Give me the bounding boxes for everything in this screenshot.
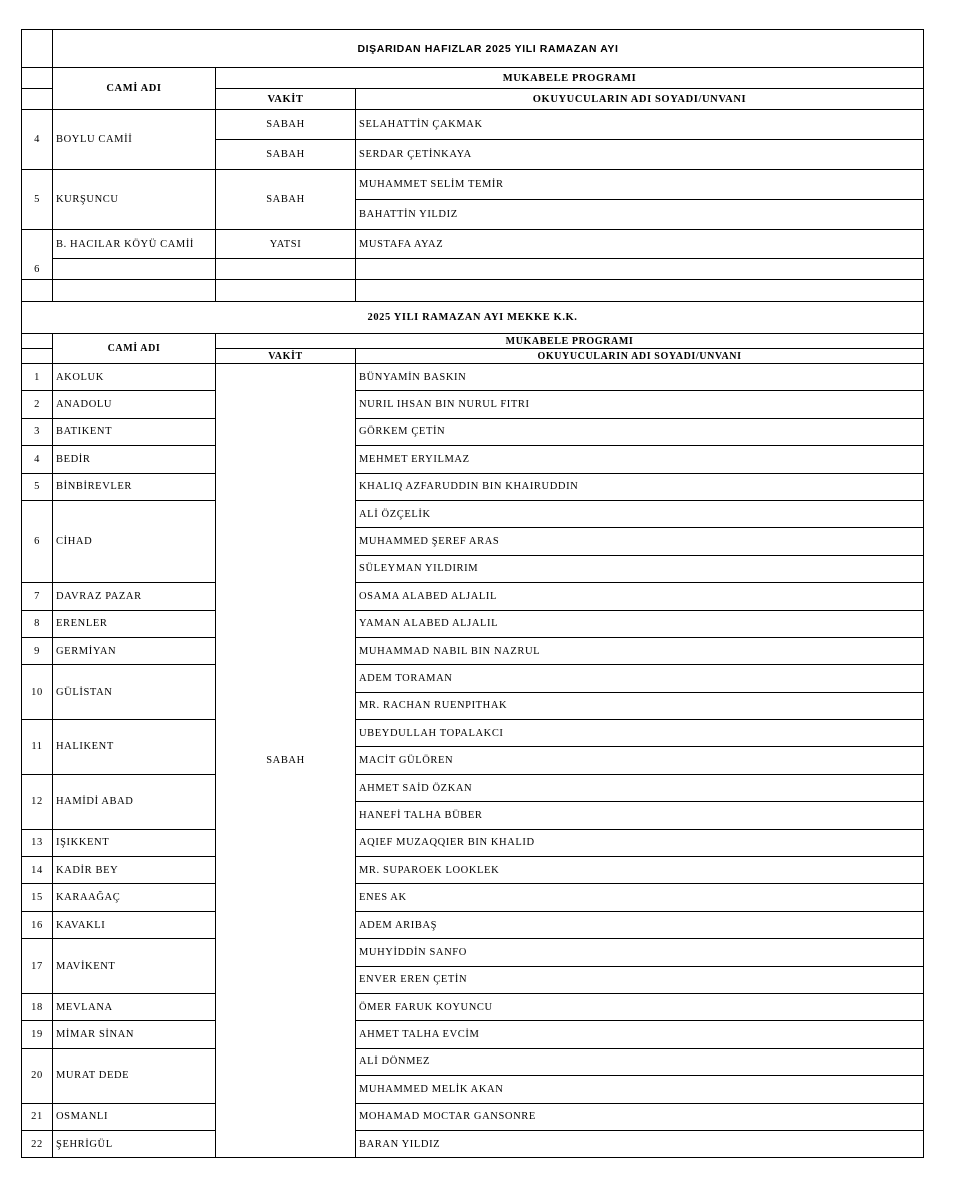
table-row xyxy=(22,473,924,500)
table-row xyxy=(22,857,924,884)
section2-readers-header: OKUYUCULARIN ADI SOYADI/UNVANI xyxy=(356,349,924,364)
row-number: 3 xyxy=(22,418,53,445)
reader-name: GÖRKEM ÇETİN xyxy=(356,418,924,445)
section1-mosque-header: CAMİ ADI xyxy=(53,68,216,110)
table-row xyxy=(22,610,924,637)
reader-name: BARAN YILDIZ xyxy=(356,1130,924,1157)
section2-program-header: MUKABELE PROGRAMI xyxy=(216,334,924,349)
reader-name: ALİ ÖZÇELİK xyxy=(356,500,924,527)
row-number: 17 xyxy=(22,939,53,994)
section1-readers-header: OKUYUCULARIN ADI SOYADI/UNVANI xyxy=(356,89,924,110)
table-row xyxy=(22,418,924,445)
table-row xyxy=(22,829,924,856)
row-number: 5 xyxy=(22,170,53,230)
reader-name: MUHAMMED ŞEREF ARAS xyxy=(356,528,924,555)
mosque-name: ANADOLU xyxy=(53,391,216,418)
mosque-name: B. HACILAR KÖYÜ CAMİİ xyxy=(53,230,216,259)
section2-title: 2025 YILI RAMAZAN AYI MEKKE K.K. xyxy=(22,302,924,334)
reader-name: NURIL IHSAN BIN NURUL FITRI xyxy=(356,391,924,418)
mosque-name: IŞIKKENT xyxy=(53,829,216,856)
prayer-time: SABAH xyxy=(216,140,356,170)
reader-name: SELAHATTİN ÇAKMAK xyxy=(356,110,924,140)
table-row xyxy=(22,170,924,200)
table-row xyxy=(22,911,924,938)
reader-name: BAHATTİN YILDIZ xyxy=(356,200,924,230)
section2-time-header: VAKİT xyxy=(216,349,356,364)
reader-name: ADEM ARIBAŞ xyxy=(356,911,924,938)
reader-name: SÜLEYMAN YILDIRIM xyxy=(356,555,924,582)
table-row xyxy=(22,774,924,801)
row-number: 7 xyxy=(22,583,53,610)
mosque-name: MİMAR SİNAN xyxy=(53,1021,216,1048)
reader-name: AQIEF MUZAQQIER BIN KHALID xyxy=(356,829,924,856)
mosque-name: GERMİYAN xyxy=(53,637,216,664)
reader-name: ALİ DÖNMEZ xyxy=(356,1048,924,1075)
table-row xyxy=(22,259,924,280)
row-number: 20 xyxy=(22,1048,53,1103)
row-number: 4 xyxy=(22,446,53,473)
mosque-name: ŞEHRİGÜL xyxy=(53,1130,216,1157)
prayer-time: SABAH xyxy=(216,110,356,140)
mosque-name: BOYLU CAMİİ xyxy=(53,110,216,170)
reader-name: ENVER EREN ÇETİN xyxy=(356,966,924,993)
table-row xyxy=(22,1048,924,1075)
row-number: 5 xyxy=(22,473,53,500)
section1-title-row xyxy=(22,30,924,68)
reader-name: AHMET TALHA EVCİM xyxy=(356,1021,924,1048)
reader-name: ÖMER FARUK KOYUNCU xyxy=(356,993,924,1020)
table-row xyxy=(22,280,924,302)
section1-program-header: MUKABELE PROGRAMI xyxy=(216,68,924,89)
mosque-name: CİHAD xyxy=(53,500,216,582)
reader-name: MR. SUPAROEK LOOKLEK xyxy=(356,857,924,884)
row-number: 15 xyxy=(22,884,53,911)
reader-name: MUHAMMAD NABIL BIN NAZRUL xyxy=(356,637,924,664)
table-row xyxy=(22,500,924,527)
prayer-time: YATSI xyxy=(216,230,356,259)
reader-name: MUSTAFA AYAZ xyxy=(356,230,924,259)
section1-time-header: VAKİT xyxy=(216,89,356,110)
reader-name: HANEFİ TALHA BÜBER xyxy=(356,802,924,829)
reader-name: MEHMET ERYILMAZ xyxy=(356,446,924,473)
table-row xyxy=(22,110,924,140)
mosque-name: BİNBİREVLER xyxy=(53,473,216,500)
table-row xyxy=(22,1103,924,1130)
row-number: 22 xyxy=(22,1130,53,1157)
mosque-name: KAVAKLI xyxy=(53,911,216,938)
section2-mosque-header: CAMİ ADI xyxy=(53,334,216,364)
table-row xyxy=(22,665,924,692)
row-number: 16 xyxy=(22,911,53,938)
mosque-name: OSMANLI xyxy=(53,1103,216,1130)
mosque-name: MEVLANA xyxy=(53,993,216,1020)
reader-name: ENES AK xyxy=(356,884,924,911)
table-row xyxy=(22,637,924,664)
table-row xyxy=(22,884,924,911)
table-row xyxy=(22,391,924,418)
reader-name: MUHAMMET SELİM TEMİR xyxy=(356,170,924,200)
row-number: 9 xyxy=(22,637,53,664)
mosque-name: AKOLUK xyxy=(53,364,216,391)
mosque-name: KURŞUNCU xyxy=(53,170,216,230)
section2-header-row-1 xyxy=(22,334,924,349)
table-row xyxy=(22,230,924,259)
mosque-name: HALIKENT xyxy=(53,720,216,775)
reader-name: SERDAR ÇETİNKAYA xyxy=(356,140,924,170)
reader-name: KHALIQ AZFARUDDIN BIN KHAIRUDDIN xyxy=(356,473,924,500)
table-row xyxy=(22,1130,924,1157)
section1-title: DIŞARIDAN HAFIZLAR 2025 YILI RAMAZAN AYI xyxy=(53,30,924,68)
reader-name: MR. RACHAN RUENPITHAK xyxy=(356,692,924,719)
table-row xyxy=(22,939,924,966)
table-row xyxy=(22,1021,924,1048)
row-number: 1 xyxy=(22,364,53,391)
prayer-time: SABAH xyxy=(216,170,356,230)
reader-name: MACİT GÜLÖREN xyxy=(356,747,924,774)
mosque-name: BEDİR xyxy=(53,446,216,473)
row-number: 13 xyxy=(22,829,53,856)
reader-name: OSAMA ALABED ALJALIL xyxy=(356,583,924,610)
row-number: 18 xyxy=(22,993,53,1020)
prayer-time: SABAH xyxy=(216,364,356,1158)
row-number: 12 xyxy=(22,774,53,829)
reader-name: YAMAN ALABED ALJALIL xyxy=(356,610,924,637)
table-row xyxy=(22,583,924,610)
mosque-name: ERENLER xyxy=(53,610,216,637)
row-number: 14 xyxy=(22,857,53,884)
section2-title-row xyxy=(22,302,924,334)
mosque-name: HAMİDİ ABAD xyxy=(53,774,216,829)
row-number: 2 xyxy=(22,391,53,418)
reader-name: ADEM TORAMAN xyxy=(356,665,924,692)
reader-name: UBEYDULLAH TOPALAKCI xyxy=(356,720,924,747)
mosque-name: DAVRAZ PAZAR xyxy=(53,583,216,610)
mosque-name: MURAT DEDE xyxy=(53,1048,216,1103)
row-number: 10 xyxy=(22,665,53,720)
row-number: 4 xyxy=(22,110,53,170)
row-number: 11 xyxy=(22,720,53,775)
mosque-name: GÜLİSTAN xyxy=(53,665,216,720)
reader-name: MUHYİDDİN SANFO xyxy=(356,939,924,966)
row-number: 6 xyxy=(22,230,53,280)
mosque-name: MAVİKENT xyxy=(53,939,216,994)
reader-name: MOHAMAD MOCTAR GANSONRE xyxy=(356,1103,924,1130)
table-row xyxy=(22,720,924,747)
reader-name: BÜNYAMİN BASKIN xyxy=(356,364,924,391)
reader-name: AHMET SAİD ÖZKAN xyxy=(356,774,924,801)
mosque-name: KARAAĞAÇ xyxy=(53,884,216,911)
table-row xyxy=(22,993,924,1020)
row-number: 19 xyxy=(22,1021,53,1048)
table-row xyxy=(22,446,924,473)
mukabele-program-table xyxy=(21,29,924,1158)
row-number: 8 xyxy=(22,610,53,637)
mosque-name: KADİR BEY xyxy=(53,857,216,884)
section1-header-row-1 xyxy=(22,68,924,89)
row-number: 6 xyxy=(22,500,53,582)
mosque-name: BATIKENT xyxy=(53,418,216,445)
table-row xyxy=(22,364,924,391)
reader-name: MUHAMMED MELİK AKAN xyxy=(356,1076,924,1103)
row-number: 21 xyxy=(22,1103,53,1130)
